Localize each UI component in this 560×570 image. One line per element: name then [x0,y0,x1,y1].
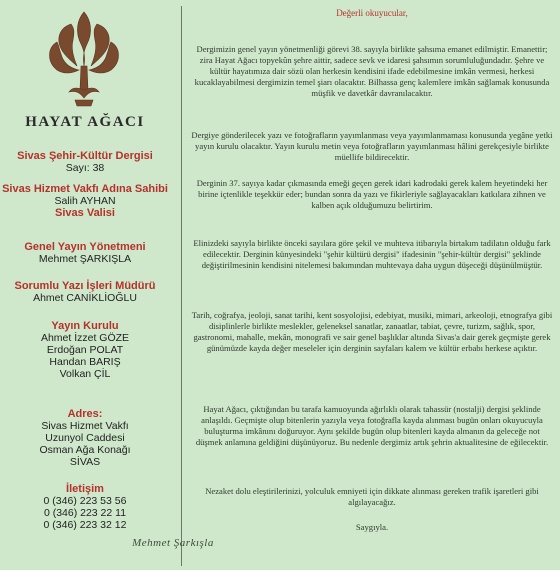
editor-name: Mehmet ŞARKIŞLA [38,253,132,265]
address-line: Uzunyol Caddesi [45,432,125,444]
managing-editor-heading: Sorumlu Yazı İşleri Müdürü [14,280,156,292]
letter-closing: Saygıyla. [355,522,389,532]
masthead-column [0,0,170,570]
address-line: SİVAS [69,456,101,468]
owner-name: Salih AYHAN [54,195,116,207]
board-heading: Yayın Kurulu [51,320,119,332]
board-member: Volkan ÇİL [59,368,111,380]
letter-paragraph: Nezaket dolu eleştirilerinizi, yolculuk emniyeti için dikkate alınması gereken trafik işaretleri gibi algılayacağız. [205,486,539,507]
issue-number: Sayı: 38 [65,162,105,174]
owner-title: Sivas Valisi [55,207,115,219]
column-divider [181,6,182,566]
magazine-heading: Sivas Şehir-Kültür Dergisi [17,150,153,162]
letter-paragraph: Elinizdeki sayıyla birlikte önceki sayılara göre şekil ve muhteva itibarıyla birtakım tadilatın olduğu fark edilecektir. Derginin künyesindeki "şehir kültürü dergisi" ifadesinin "şehir-kültür dergisi" şeklinde değiştirilmesinin kendisini nitelemesi bakımından muhtevaya daha uygun düşeceği düşünülmüştür. [193,238,551,270]
editor-heading: Genel Yayın Yönetmeni [24,241,146,253]
letter-paragraph: Dergimizin genel yayın yönetmenliği görevi 38. sayıyla birlikte şahsıma emanet edilmiştir. Emanettir; zira Hayat Ağacı topyekûn şehre aittir, sadece sevk ve idaresi şahsımın sorumluluğundadır. Şehre ve kültür hayatımıza dair sözü olan herkesin kendisini ifade edebilmesine imkân vermesi, herkesi kucaklayabilmesi dergimizin temel şiarı olacaktır. Bilhassa genç kalemlere imkân sağlamak konusunda müşfik ve davetkâr davranılacaktır. [194,44,550,98]
letter-paragraph: Derginin 37. sayıya kadar çıkmasında emeği geçen gerek idari kadrodaki gerek kalem heyetindeki her birine içtenlikle teşekkür eder; bundan sonra da yazı ve fikirleriyle sağlayacakları katkılara zihnen ve kalben açık olduğumuzu belirtirim. [196,178,548,210]
board-member: Ahmet İzzet GÖZE [40,332,130,344]
managing-editor-name: Ahmet CANİKLİOĞLU [33,292,137,304]
letter-greeting: Değerli okuyucular, [336,8,408,18]
address-heading: Adres: [67,408,103,420]
owner-heading: Sivas Hizmet Vakfı Adına Sahibi [2,183,168,195]
managing-editor-info [0,280,170,304]
letter-paragraph: Tarih, coğrafya, jeoloji, sanat tarihi, kent sosyolojisi, edebiyat, musiki, mimari, arkeoloji, etnografya gibi disiplinlerle birlikte meslekler, geleneksel sanatlar, zanaatlar, tabiat, çevre, turizm, sağlık, spor, gastronomi, mahalle, mekân, monografi ve sair genel başlıklar altında Sivas'a dair gerek geçmişte gerek günümüzde kayda değer meseleler için derginin sayfaları kalem ve kültür erbabı herkese açıktır. [191,310,553,353]
editor-info [0,241,170,265]
board-member: Erdoğan POLAT [46,344,124,356]
phone-number: 0 (346) 223 53 56 [43,495,127,507]
owner-info [0,183,170,219]
contact-info [0,483,170,531]
magazine-info [0,150,170,174]
letter-paragraph: Hayat Ağacı, çıktığından bu tarafa kamuoyunda ağırlıklı olarak tahassür (nostalji) dergisi şeklinde anlaşıldı. Geçmişte olup bitenlerin yazıyla veya fotoğrafla kayda alınması bugün onları okuyucuyla buluşturma imkânını doğuruyor. Aynı şekilde bugün olup bitenleri kayda almanın da geleceğe not düşmek anlamına geldiğini düşünüyoruz. Bu nedenle dergimiz artık şehrin aktualitesine de eğilecektir. [195,404,549,447]
editorial-board [0,320,170,380]
phone-number: 0 (346) 223 22 11 [43,507,127,519]
magazine-title: HAYAT AĞACI [25,114,145,130]
contact-heading: İletişim [66,483,104,495]
address-line: Sivas Hizmet Vakfı [41,420,129,432]
editor-letter [190,6,554,566]
board-member: Handan BARIŞ [49,356,121,368]
address-info [0,408,170,468]
address-line: Osman Ağa Konağı [39,444,131,456]
phone-number: 0 (346) 223 32 12 [43,519,127,531]
signature: Mehmet Şarkışla [132,537,214,549]
tree-of-life-logo [41,4,127,112]
letter-paragraph: Dergiye gönderilecek yazı ve fotoğrafların yayımlanması veya yayımlanmaması konusunda yegâne yetki yayın kurulu olacaktır. Yayın kurulu metin veya fotoğrafların yayımlanması hâlini gerekçesiyle birlikte müellife bildirecektir. [191,130,553,162]
